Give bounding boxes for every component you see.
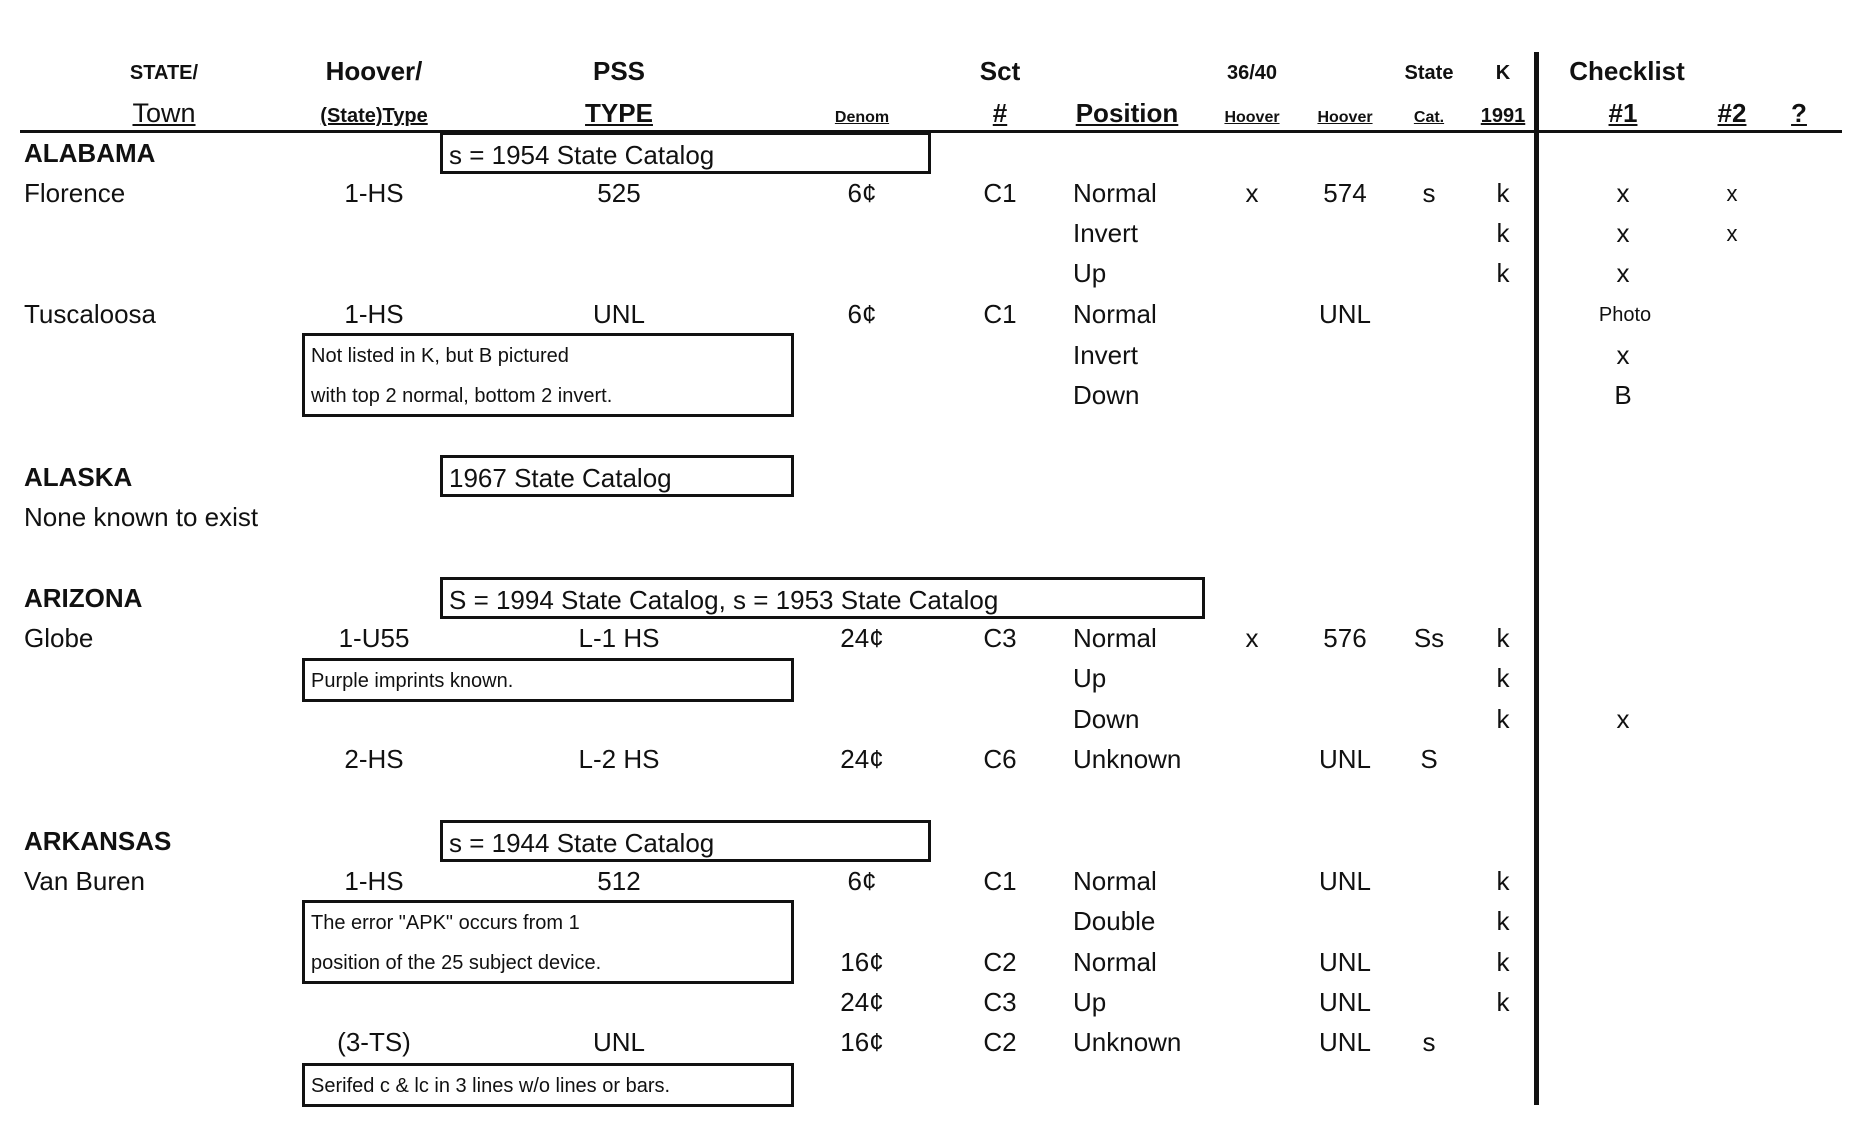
k: k — [1496, 866, 1510, 896]
check1: x — [1616, 340, 1630, 370]
state-cat: s — [1422, 1027, 1436, 1057]
catalog-box-arkansas — [440, 820, 931, 862]
position: Up — [1073, 987, 1107, 1017]
header-check1: #1 — [1608, 98, 1638, 128]
pss-type: 525 — [597, 178, 641, 208]
hoover-type: 1-HS — [344, 178, 404, 208]
hoover-type: 1-U55 — [338, 623, 410, 653]
town: Tuscaloosa — [24, 299, 156, 329]
sct: C2 — [983, 947, 1017, 977]
position: Up — [1073, 663, 1107, 693]
k: k — [1496, 663, 1510, 693]
town: Van Buren — [24, 866, 145, 896]
note-globe — [302, 658, 794, 702]
header-check-q: ? — [1791, 98, 1807, 128]
header-town: Town — [132, 98, 196, 128]
note-line: Serifed c & lc in 3 lines w/o lines or bars. — [311, 1075, 671, 1097]
position: Down — [1073, 380, 1140, 410]
sct: C3 — [983, 987, 1017, 1017]
header-pss-type: TYPE — [585, 98, 653, 128]
position: Normal — [1073, 947, 1157, 977]
note-arkansas-3ts — [302, 1063, 794, 1107]
catalog-box-alabama — [440, 132, 931, 174]
denom: 16¢ — [840, 947, 884, 977]
k: k — [1496, 258, 1510, 288]
header-sct: Sct — [979, 56, 1021, 86]
hoover-type: (3-TS) — [337, 1027, 411, 1057]
note-tuscaloosa — [302, 333, 794, 417]
hoover: UNL — [1318, 866, 1372, 896]
catalog-label: S = 1994 State Catalog, s = 1953 State Catalog — [449, 585, 999, 615]
sct: C1 — [983, 299, 1017, 329]
check1: x — [1616, 178, 1630, 208]
header-rule — [20, 130, 1842, 133]
checklist-divider — [1534, 52, 1539, 1105]
note-line: Purple imprints known. — [311, 670, 514, 692]
header-state-cat: State — [1404, 62, 1454, 84]
k: k — [1496, 623, 1510, 653]
hoover-type: 2-HS — [344, 744, 404, 774]
pss-type: L-1 HS — [578, 623, 660, 653]
h3640: x — [1245, 623, 1259, 653]
denom: 16¢ — [840, 1027, 884, 1057]
check1: x — [1616, 218, 1630, 248]
hoover-type: 1-HS — [344, 866, 404, 896]
sct: C3 — [983, 623, 1017, 653]
header-denom: Denom — [834, 109, 890, 126]
pss-type: UNL — [592, 1027, 646, 1057]
hoover: UNL — [1318, 987, 1372, 1017]
note-line: with top 2 normal, bottom 2 invert. — [311, 385, 613, 407]
k: k — [1496, 704, 1510, 734]
state-cat: Ss — [1413, 623, 1445, 653]
denom: 24¢ — [840, 623, 884, 653]
header-state: STATE/ — [129, 62, 199, 84]
check2: x — [1726, 221, 1738, 246]
position: Down — [1073, 704, 1140, 734]
position: Invert — [1073, 340, 1139, 370]
position: Double — [1073, 906, 1156, 936]
sct: C6 — [983, 744, 1017, 774]
position: Invert — [1073, 218, 1139, 248]
header-position: Position — [1075, 98, 1179, 128]
catalog-label: s = 1954 State Catalog — [449, 140, 715, 170]
header-cat: Cat. — [1413, 109, 1445, 126]
hoover-type: 1-HS — [344, 299, 404, 329]
catalog-label: 1967 State Catalog — [449, 463, 672, 493]
k: k — [1496, 218, 1510, 248]
note-vanburen — [302, 900, 794, 984]
state-arkansas: ARKANSAS — [24, 826, 172, 856]
hoover: 576 — [1323, 623, 1367, 653]
position: Normal — [1073, 866, 1157, 896]
check1: B — [1614, 380, 1632, 410]
denom: 6¢ — [847, 178, 877, 208]
position: Normal — [1073, 178, 1157, 208]
hoover: UNL — [1318, 744, 1372, 774]
header-pss: PSS — [592, 56, 646, 86]
catalog-label: s = 1944 State Catalog — [449, 828, 715, 858]
check1: x — [1616, 258, 1630, 288]
note-line: position of the 25 subject device. — [311, 952, 602, 974]
town: Florence — [24, 178, 126, 208]
state-alabama: ALABAMA — [24, 138, 156, 168]
pss-type: L-2 HS — [578, 744, 660, 774]
denom: 24¢ — [840, 987, 884, 1017]
pss-type: UNL — [592, 299, 646, 329]
header-k-year: 1991 — [1480, 105, 1526, 127]
denom: 24¢ — [840, 744, 884, 774]
header-3640: 36/40 — [1226, 62, 1278, 84]
state-cat: S — [1420, 744, 1438, 774]
header-check2: #2 — [1717, 98, 1747, 128]
header-3640-hoover: Hoover — [1224, 109, 1280, 126]
hoover: 574 — [1323, 178, 1367, 208]
alaska-none-known: None known to exist — [24, 502, 259, 532]
check1: Photo — [1598, 304, 1652, 326]
sct: C1 — [983, 866, 1017, 896]
k: k — [1496, 178, 1510, 208]
hoover: UNL — [1318, 1027, 1372, 1057]
denom: 6¢ — [847, 866, 877, 896]
hoover: UNL — [1318, 947, 1372, 977]
denom: 6¢ — [847, 299, 877, 329]
catalog-box-alaska — [440, 455, 794, 497]
header-k: K — [1495, 62, 1511, 84]
state-arizona: ARIZONA — [24, 583, 143, 613]
position: Unknown — [1073, 744, 1182, 774]
header-sct-num: # — [992, 98, 1008, 128]
pss-type: 512 — [597, 866, 641, 896]
header-hoover: Hoover/ — [325, 56, 423, 86]
note-line: Not listed in K, but B pictured — [311, 345, 569, 367]
k: k — [1496, 987, 1510, 1017]
header-checklist: Checklist — [1569, 56, 1685, 86]
h3640: x — [1245, 178, 1259, 208]
header-hoover-type: (State)Type — [320, 105, 428, 127]
state-alaska: ALASKA — [24, 462, 133, 492]
position: Up — [1073, 258, 1107, 288]
header-hoover-col: Hoover — [1317, 109, 1373, 126]
position: Normal — [1073, 623, 1157, 653]
position: Normal — [1073, 299, 1157, 329]
check1: x — [1616, 704, 1630, 734]
town: Globe — [24, 623, 94, 653]
state-cat: s — [1422, 178, 1436, 208]
sct: C1 — [983, 178, 1017, 208]
hoover: UNL — [1318, 299, 1372, 329]
k: k — [1496, 906, 1510, 936]
sct: C2 — [983, 1027, 1017, 1057]
position: Unknown — [1073, 1027, 1182, 1057]
note-line: The error "APK" occurs from 1 — [311, 912, 580, 934]
check2: x — [1726, 181, 1738, 206]
catalog-box-arizona — [440, 577, 1205, 619]
k: k — [1496, 947, 1510, 977]
